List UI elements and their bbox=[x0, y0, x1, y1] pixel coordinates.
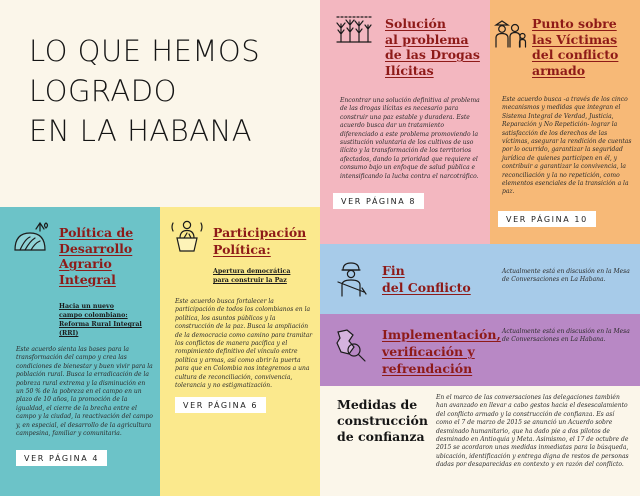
title-line: Agrario bbox=[59, 256, 112, 271]
title-line: Participación bbox=[213, 225, 307, 240]
implementacion-title[interactable] bbox=[382, 326, 501, 377]
agrario-see-page-button[interactable]: VER PÁGINA 4 bbox=[16, 450, 107, 466]
title-line: construcción bbox=[337, 413, 428, 428]
drogas-body: Encontrar una solución definitiva al problema de las drogas ilícitas es necesario para construir una paz estable y duradera. Este acuerdo busca dar un tratamiento diferenciado a este problema promoviendo la sustitución voluntaria de los cultivos de uso ilícito y la transformación de los territorios afectados, dando la prioridad que requiere el consumo bajo un enfoque de salud pública e intensificando la lucha contra el narcotráfico. bbox=[340, 97, 480, 180]
subhead-line: campo colombiano: bbox=[59, 312, 128, 319]
victimas-panel bbox=[490, 0, 640, 244]
fin-body: Actualmente está en discusión en la Mesa de Conversaciones en La Habana. bbox=[502, 268, 630, 284]
victimas-see-page-button[interactable]: VER PÁGINA 10 bbox=[498, 211, 596, 227]
politica-subhead bbox=[213, 267, 290, 285]
implementacion-body: Actualmente está en discusión en la Mesa de Conversaciones en La Habana. bbox=[502, 328, 630, 344]
subhead-line: Apertura democrática bbox=[213, 268, 291, 275]
medidas-body: En el marco de las conversaciones las delegaciones también han avanzado en llevar a cabo gestos hacia el desescalamiento del conflicto armado y la construcción de confianza. Es así como el 7 de marzo de 2015 se anunció un Acuerdo sobre desminado humanitario, que ha dado pie a dos pilotos de desminado en Antioquia y Meta. Asimismo, el 17 de octubre de 2015 se acordaron unas medidas inmediatas para la búsqueda, ubicación, identificación y entrega digna de restos de personas dadas por desaparecidas en contexto y en razón del conflicto. bbox=[436, 394, 629, 469]
page-title-line: LO QUE HEMOS bbox=[29, 34, 261, 68]
speaker-podium-icon bbox=[171, 219, 203, 253]
title-line: de las Drogas bbox=[385, 47, 480, 62]
agrario-subhead bbox=[59, 302, 142, 338]
map-magnifier-icon bbox=[332, 328, 368, 364]
title-line: del Conflicto bbox=[382, 280, 471, 295]
politica-see-page-button[interactable]: VER PÁGINA 6 bbox=[175, 397, 266, 413]
politica-title[interactable] bbox=[213, 224, 306, 258]
victimas-title[interactable] bbox=[532, 16, 618, 78]
title-line: Política: bbox=[213, 242, 271, 257]
subhead-line: (RRI) bbox=[59, 330, 79, 337]
title-line: Ilícitas bbox=[385, 62, 434, 78]
fields-icon bbox=[12, 221, 50, 253]
title-line: Implementación, bbox=[382, 327, 501, 342]
subhead-line: Reforma Rural Integral bbox=[59, 321, 142, 328]
title-line: refrendación bbox=[382, 361, 473, 376]
fin-panel bbox=[320, 244, 640, 314]
agrario-panel bbox=[0, 207, 160, 496]
title-line: del conflicto bbox=[532, 47, 619, 62]
title-line: Política de bbox=[59, 225, 134, 240]
title-line: verificación y bbox=[382, 344, 475, 359]
page-title bbox=[29, 31, 260, 151]
page-title-line: EN LA HABANA bbox=[29, 114, 253, 148]
title-line: Fin bbox=[382, 263, 405, 278]
subhead-line: para construir la Paz bbox=[213, 277, 287, 284]
agrario-title[interactable] bbox=[59, 225, 133, 287]
title-line: Integral bbox=[59, 271, 116, 287]
politica-body: Este acuerdo busca fortalecer la participación de todos los colombianos en la política, los asuntos públicos y la construcción de la paz. Busca la ampliación de la democracia como camino para tramitar los conflictos de manera pacífica y el rompimiento definitivo del vínculo entre política y armas, así como abrir la puerta para que en Colombia nos integremos a una cultura de reconciliación, convivencia, tolerancia y no estigmatización. bbox=[175, 298, 313, 390]
title-line: armado bbox=[532, 62, 586, 78]
plant-rows-icon bbox=[335, 14, 373, 44]
subhead-line: Hacia un nuevo bbox=[59, 303, 114, 310]
fin-title[interactable] bbox=[382, 262, 471, 296]
title-line: Punto sobre bbox=[532, 16, 617, 31]
title-panel bbox=[0, 0, 320, 207]
soldier-icon bbox=[334, 260, 368, 300]
title-line: Medidas de bbox=[337, 397, 418, 412]
title-line: las Víctimas bbox=[532, 31, 618, 47]
medidas-panel bbox=[320, 386, 640, 496]
victimas-body: Este acuerdo busca -a través de los cinco mecanismos y medidas que integran el Sistema Integral de Verdad, Justicia, Reparación y No Repetición- lograr la satisfacción de los derechos de las víctimas, asegurar la rendición de cuentas por lo ocurrido, garantizar la seguridad jurídica de quienes participen en él, y contribuir a garantizar la convivencia, la reconciliación y la no repetición, como elementos esenciales de la transición a la paz. bbox=[502, 96, 632, 196]
agrario-body: Este acuerdo sienta las bases para la transformación del campo y crea las condiciones de bienestar y buen vivir para la población rural. Busca la erradicación de la pobreza rural extrema y la disminución en un 50 % de la pobreza en el campo en un plazo de 10 años, la promoción de la igualdad, el cierre de la brecha entre el campo y la ciudad, la reactivación del campo y, en especial, el desarrollo de la agricultura campesina, familiar y comunitaria. bbox=[16, 346, 153, 438]
title-line: Solución bbox=[385, 16, 446, 31]
title-line: de confianza bbox=[337, 429, 425, 444]
title-line: al problema bbox=[385, 31, 469, 47]
page-title-line: LOGRADO bbox=[29, 74, 177, 108]
title-line: Desarrollo bbox=[59, 240, 133, 256]
drogas-panel bbox=[320, 0, 490, 244]
politica-panel bbox=[160, 207, 320, 496]
drogas-see-page-button[interactable]: VER PÁGINA 8 bbox=[333, 193, 424, 209]
medidas-title bbox=[337, 397, 428, 445]
implementacion-panel bbox=[320, 314, 640, 386]
drogas-title[interactable] bbox=[385, 16, 480, 78]
family-icon bbox=[493, 17, 527, 51]
